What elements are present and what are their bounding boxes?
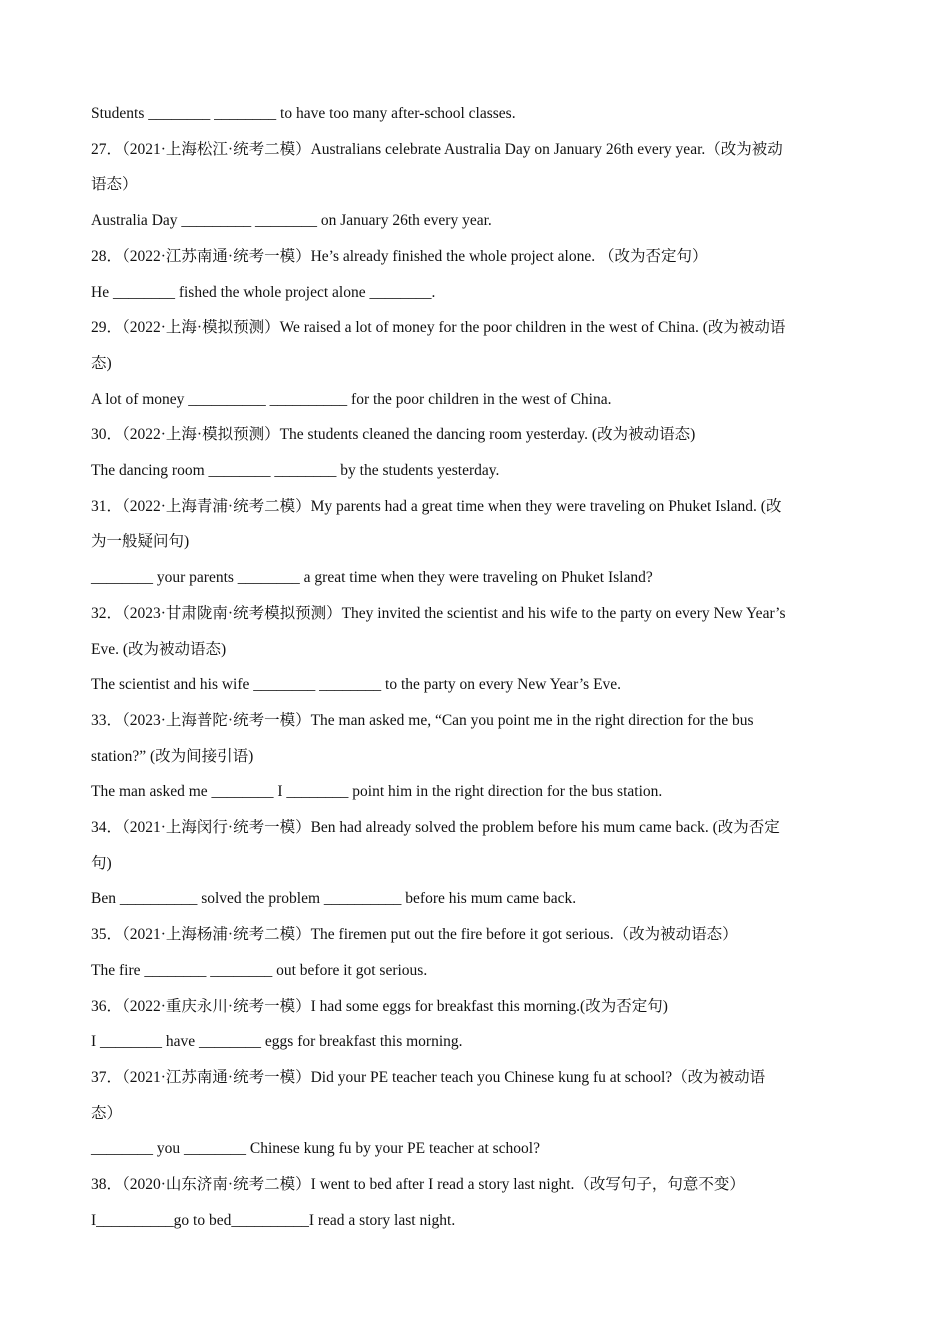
question-34-prompt: 34．（2021·上海闵行·统考一模）Ben had already solved the problem before his mum came back. (改为否定 bbox=[91, 819, 780, 837]
question-37-prompt: 37．（2021·江苏南通·统考一模）Did your PE teacher teach you Chinese kung fu at school?（改为被动语 bbox=[91, 1068, 766, 1086]
question-32-prompt-cont: Eve. (改为被动语态) bbox=[91, 640, 227, 658]
question-28-prompt: 28．（2022·江苏南通·统考一模）He’s already finished the whole project alone. （改为否定句） bbox=[91, 247, 708, 265]
answer-line-30: The dancing room ________ ________ by the students yesterday. bbox=[91, 462, 500, 480]
question-29-prompt-cont: 态) bbox=[91, 354, 112, 372]
answer-line-33: The man asked me ________ I ________ point him in the right direction for the bus station. bbox=[91, 783, 663, 801]
answer-line-28: He ________ fished the whole project alone ________. bbox=[91, 283, 436, 301]
question-33-prompt: 33．（2023·上海普陀·统考一模）The man asked me, “Can you point me in the right direction for the bus bbox=[91, 711, 754, 729]
answer-line-38: I__________go to bed__________I read a story last night. bbox=[91, 1211, 456, 1229]
answer-line-36: I ________ have ________ eggs for breakfast this morning. bbox=[91, 1033, 463, 1051]
question-33-prompt-cont: station?” (改为间接引语) bbox=[91, 747, 254, 765]
question-31-prompt-cont: 为一般疑问句) bbox=[91, 533, 190, 551]
question-29-prompt: 29．（2022·上海·模拟预测）We raised a lot of money for the poor children in the west of China. (改为被动语 bbox=[91, 319, 786, 337]
answer-line-29: A lot of money __________ __________ for the poor children in the west of China. bbox=[91, 390, 612, 408]
question-35-prompt: 35．（2021·上海杨浦·统考二模）The firemen put out the fire before it got serious.（改为被动语态） bbox=[91, 926, 738, 944]
question-27-prompt-cont: 语态） bbox=[91, 176, 138, 194]
question-31-prompt: 31．（2022·上海青浦·统考二模）My parents had a great time when they were traveling on Phuket Island. (改 bbox=[91, 497, 782, 515]
answer-line-37: ________ you ________ Chinese kung fu by your PE teacher at school? bbox=[91, 1140, 540, 1158]
document-page bbox=[91, 96, 861, 1239]
question-30-prompt: 30．（2022·上海·模拟预测）The students cleaned the dancing room yesterday. (改为被动语态) bbox=[91, 426, 696, 444]
question-34-prompt-cont: 句) bbox=[91, 854, 112, 872]
answer-line-26: Students ________ ________ to have too many after-school classes. bbox=[91, 105, 516, 122]
question-32-prompt: 32．（2023·甘肃陇南·统考模拟预测）They invited the scientist and his wife to the party on every New Year’s bbox=[91, 604, 786, 622]
question-37-prompt-cont: 态） bbox=[91, 1104, 123, 1122]
answer-line-34: Ben __________ solved the problem __________ before his mum came back. bbox=[91, 890, 577, 908]
question-38-prompt: 38．（2020·山东济南·统考二模）I went to bed after I read a story last night.（改写句子，句意不变） bbox=[91, 1176, 745, 1194]
answer-line-31: ________ your parents ________ a great time when they were traveling on Phuket Island? bbox=[91, 569, 653, 587]
answer-line-32: The scientist and his wife ________ ________ to the party on every New Year’s Eve. bbox=[91, 676, 622, 694]
answer-line-35: The fire ________ ________ out before it got serious. bbox=[91, 961, 428, 979]
answer-line-27: Australia Day _________ ________ on January 26th every year. bbox=[91, 212, 492, 230]
question-27-prompt: 27．（2021·上海松江·统考二模）Australians celebrate Australia Day on January 26th every year.（改为被动 bbox=[91, 140, 783, 158]
question-36-prompt: 36．（2022·重庆永川·统考一模）I had some eggs for breakfast this morning.(改为否定句) bbox=[91, 997, 668, 1015]
